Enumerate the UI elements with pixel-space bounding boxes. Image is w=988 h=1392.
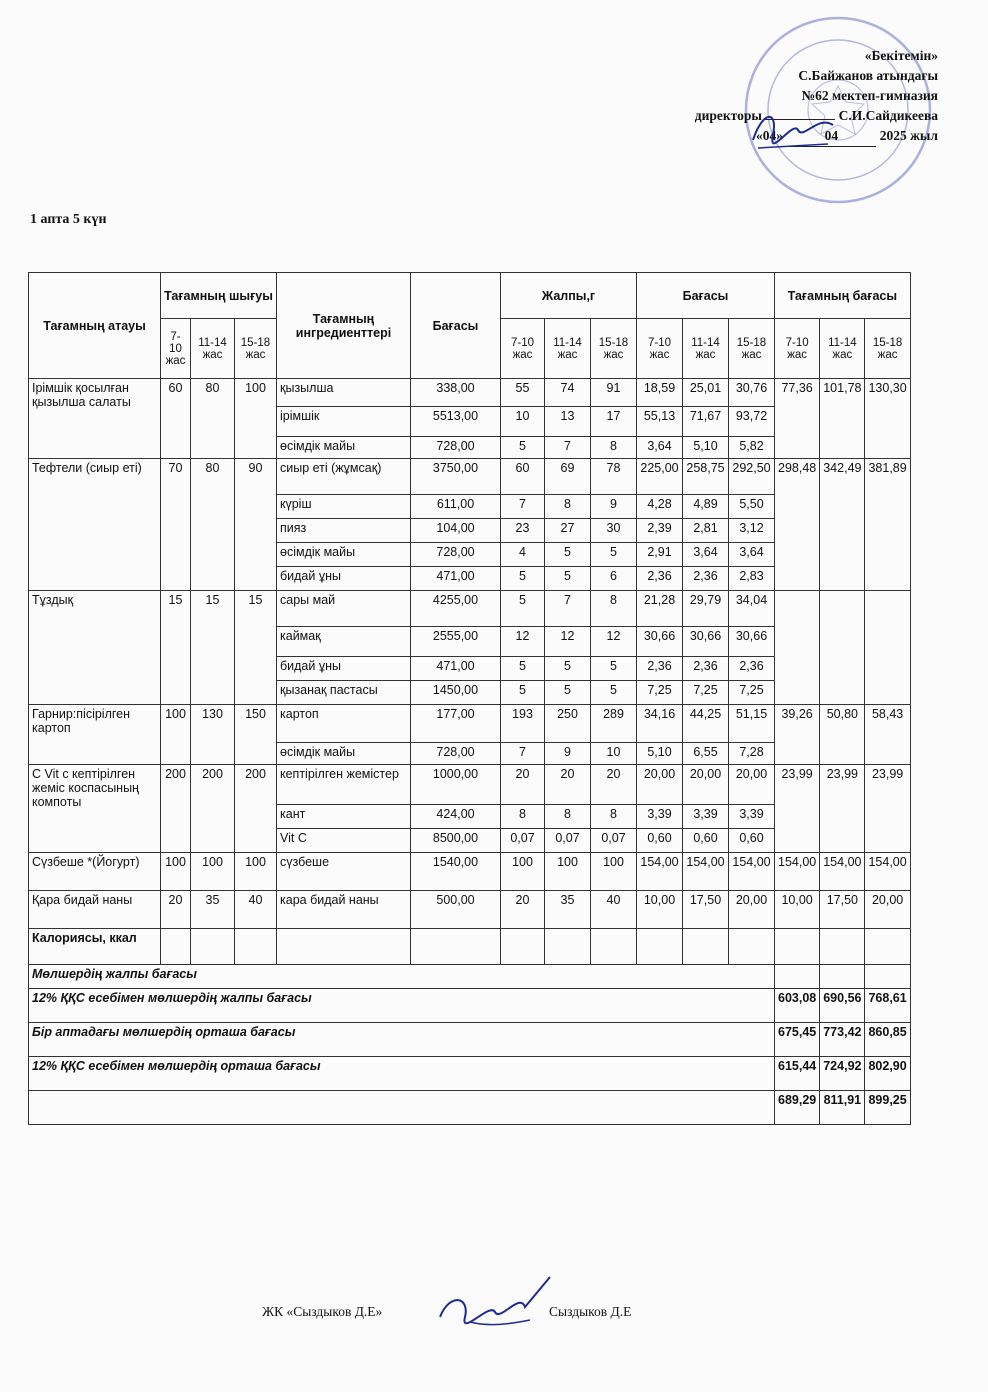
summary-value: 724,92	[820, 1057, 865, 1091]
ingredient-name: Vit C	[277, 829, 411, 853]
ingredient-cost: 71,67	[683, 407, 729, 437]
ingredient-cost: 5,10	[683, 437, 729, 459]
table-row	[29, 705, 911, 743]
ingredient-price: 338,00	[411, 379, 501, 407]
approval-month: 04	[786, 126, 876, 147]
ingredient-cost: 20,00	[729, 765, 775, 805]
dish-price: 154,00	[865, 853, 910, 891]
header-age3: 15-18 жас	[729, 319, 775, 379]
ingredient-name: каймақ	[277, 627, 411, 657]
ingredient-cost: 34,16	[637, 705, 683, 743]
header-age1: 7-10 жас	[637, 319, 683, 379]
summary-label: 12% ҚҚС есебімен мөлшердің орташа бағасы	[29, 1057, 775, 1091]
empty-cell	[683, 929, 729, 965]
header-age1: 7-10 жас	[775, 319, 820, 379]
dish-price: 17,50	[820, 891, 865, 929]
ingredient-name: өсімдік майы	[277, 743, 411, 765]
ingredient-cost: 5,82	[729, 437, 775, 459]
ingredient-name: ірімшік	[277, 407, 411, 437]
empty-cell	[277, 929, 411, 965]
ingredient-grams: 5	[501, 591, 545, 627]
ingredient-grams: 10	[501, 407, 545, 437]
dish-output: 200	[161, 765, 191, 853]
header-age2: 11-14 жас	[683, 319, 729, 379]
ingredient-grams: 8	[545, 805, 591, 829]
ingredient-cost: 3,64	[637, 437, 683, 459]
table-row	[29, 765, 911, 805]
summary-value: 615,44	[775, 1057, 820, 1091]
dish-price: 10,00	[775, 891, 820, 929]
ingredient-grams: 74	[545, 379, 591, 407]
summary-value	[820, 965, 865, 989]
header-age2: 11-14 жас	[191, 319, 235, 379]
ingredient-grams: 60	[501, 459, 545, 495]
ingredient-grams: 100	[545, 853, 591, 891]
ingredient-cost: 4,89	[683, 495, 729, 519]
ingredient-price: 104,00	[411, 519, 501, 543]
empty-cell	[191, 929, 235, 965]
approval-day: «04»	[755, 128, 783, 143]
ingredient-cost: 3,64	[729, 543, 775, 567]
ingredient-cost: 51,15	[729, 705, 775, 743]
table-row	[29, 459, 911, 495]
ingredient-grams: 20	[501, 765, 545, 805]
ingredient-cost: 225,00	[637, 459, 683, 495]
empty-cell	[545, 929, 591, 965]
ingredient-grams: 23	[501, 519, 545, 543]
ingredient-price: 2555,00	[411, 627, 501, 657]
dish-output: 15	[235, 591, 277, 705]
summary-row	[29, 1057, 911, 1091]
summary-row	[29, 965, 911, 989]
header-dish-price: Тағамның бағасы	[775, 273, 911, 319]
ingredient-cost: 55,13	[637, 407, 683, 437]
summary-label	[29, 1091, 775, 1125]
ingredient-grams: 9	[591, 495, 637, 519]
ingredient-price: 1540,00	[411, 853, 501, 891]
ingredient-grams: 8	[591, 805, 637, 829]
ingredient-cost: 0,60	[729, 829, 775, 853]
ingredient-name: өсімдік майы	[277, 543, 411, 567]
dish-output: 150	[235, 705, 277, 765]
dish-price: 342,49	[820, 459, 865, 591]
dish-price	[775, 591, 820, 705]
ingredient-price: 1000,00	[411, 765, 501, 805]
ingredient-name: бидай ұны	[277, 657, 411, 681]
ingredient-cost: 5,10	[637, 743, 683, 765]
ingredient-cost: 10,00	[637, 891, 683, 929]
dish-output: 40	[235, 891, 277, 929]
ingredient-grams: 10	[591, 743, 637, 765]
ingredient-cost: 4,28	[637, 495, 683, 519]
ingredient-grams: 7	[501, 743, 545, 765]
summary-row	[29, 1023, 911, 1057]
dish-output: 80	[191, 379, 235, 459]
summary-value: 773,42	[820, 1023, 865, 1057]
ingredient-price: 471,00	[411, 657, 501, 681]
ingredient-grams: 289	[591, 705, 637, 743]
footer-entrepreneur: ЖК «Сыздыков Д.Е»	[262, 1304, 383, 1319]
ingredient-cost: 2,39	[637, 519, 683, 543]
header-age3: 15-18 жас	[591, 319, 637, 379]
dish-price: 381,89	[865, 459, 910, 591]
ingredient-price: 1450,00	[411, 681, 501, 705]
ingredient-price: 728,00	[411, 437, 501, 459]
dish-price: 23,99	[820, 765, 865, 853]
dish-output: 15	[161, 591, 191, 705]
calories-row	[29, 929, 911, 965]
ingredient-grams: 9	[545, 743, 591, 765]
summary-value: 768,61	[865, 989, 910, 1023]
ingredient-cost: 29,79	[683, 591, 729, 627]
empty-cell	[729, 929, 775, 965]
empty-cell	[637, 929, 683, 965]
summary-value	[865, 965, 910, 989]
ingredient-cost: 2,81	[683, 519, 729, 543]
ingredient-cost: 0,60	[637, 829, 683, 853]
header-price: Бағасы	[411, 273, 501, 379]
dish-price: 130,30	[865, 379, 910, 459]
ingredient-grams: 5	[501, 681, 545, 705]
empty-cell	[820, 929, 865, 965]
ingredient-cost: 2,36	[683, 567, 729, 591]
dish-name: Ірімшік қосылған қызылша салаты	[29, 379, 161, 459]
ingredient-cost: 30,76	[729, 379, 775, 407]
ingredient-grams: 55	[501, 379, 545, 407]
ingredient-grams: 69	[545, 459, 591, 495]
ingredient-cost: 2,36	[637, 657, 683, 681]
header-total: Жалпы,г	[501, 273, 637, 319]
summary-value: 811,91	[820, 1091, 865, 1125]
ingredient-price: 177,00	[411, 705, 501, 743]
ingredient-cost: 34,04	[729, 591, 775, 627]
ingredient-grams: 0,07	[591, 829, 637, 853]
ingredient-cost: 18,59	[637, 379, 683, 407]
dish-price: 58,43	[865, 705, 910, 765]
ingredient-grams: 20	[501, 891, 545, 929]
footer	[262, 1304, 631, 1320]
ingredient-name: картоп	[277, 705, 411, 743]
ingredient-grams: 12	[591, 627, 637, 657]
dish-name: Тефтели (сиыр еті)	[29, 459, 161, 591]
dish-output: 20	[161, 891, 191, 929]
ingredient-name: өсімдік майы	[277, 437, 411, 459]
ingredient-price: 728,00	[411, 743, 501, 765]
table-row	[29, 853, 911, 891]
summary-row	[29, 1091, 911, 1125]
ingredient-name: кептірілген жемістер	[277, 765, 411, 805]
empty-cell	[591, 929, 637, 965]
ingredient-grams: 0,07	[501, 829, 545, 853]
summary-value	[775, 965, 820, 989]
table-row	[29, 591, 911, 627]
menu-table	[28, 272, 911, 1125]
dish-output: 100	[161, 853, 191, 891]
empty-cell	[501, 929, 545, 965]
ingredient-grams: 193	[501, 705, 545, 743]
header-age3: 15-18 жас	[865, 319, 910, 379]
dish-output: 80	[191, 459, 235, 591]
ingredient-cost: 7,25	[637, 681, 683, 705]
ingredient-grams: 5	[545, 657, 591, 681]
director-signature	[748, 100, 838, 160]
ingredient-cost: 20,00	[637, 765, 683, 805]
ingredient-grams: 7	[501, 495, 545, 519]
dish-output: 130	[191, 705, 235, 765]
ingredient-name: пияз	[277, 519, 411, 543]
empty-cell	[865, 929, 910, 965]
ingredient-cost: 0,60	[683, 829, 729, 853]
approval-director: С.И.Сайдикеева	[838, 108, 938, 123]
ingredient-cost: 30,66	[729, 627, 775, 657]
summary-value: 802,90	[865, 1057, 910, 1091]
ingredient-price: 4255,00	[411, 591, 501, 627]
ingredient-grams: 8	[501, 805, 545, 829]
ingredient-grams: 0,07	[545, 829, 591, 853]
ingredient-grams: 5	[501, 437, 545, 459]
summary-value: 689,29	[775, 1091, 820, 1125]
summary-row	[29, 989, 911, 1023]
ingredient-cost: 3,39	[683, 805, 729, 829]
ingredient-name: бидай ұны	[277, 567, 411, 591]
ingredient-grams: 6	[591, 567, 637, 591]
ingredient-cost: 292,50	[729, 459, 775, 495]
ingredient-cost: 5,50	[729, 495, 775, 519]
summary-value: 860,85	[865, 1023, 910, 1057]
summary-label: Бір аптадағы мөлшердің орташа бағасы	[29, 1023, 775, 1057]
dish-output: 15	[191, 591, 235, 705]
dish-price	[865, 591, 910, 705]
header-output: Тағамның шығуы	[161, 273, 277, 319]
approval-line-2: С.Байжанов атындағы	[798, 68, 938, 83]
ingredient-price: 424,00	[411, 805, 501, 829]
ingredient-grams: 20	[591, 765, 637, 805]
ingredient-price: 5513,00	[411, 407, 501, 437]
ingredient-name: қызанақ пастасы	[277, 681, 411, 705]
ingredient-grams: 27	[545, 519, 591, 543]
ingredient-cost: 3,39	[729, 805, 775, 829]
summary-label: 12% ҚҚС есебімен мөлшердің жалпы бағасы	[29, 989, 775, 1023]
approval-line-1: «Бекітемін»	[864, 48, 938, 63]
ingredient-grams: 12	[545, 627, 591, 657]
dish-price	[820, 591, 865, 705]
ingredient-grams: 8	[545, 495, 591, 519]
ingredient-cost: 6,55	[683, 743, 729, 765]
ingredient-cost: 2,36	[637, 567, 683, 591]
footer-name: Сыздыков Д.Е	[549, 1304, 632, 1319]
ingredient-cost: 25,01	[683, 379, 729, 407]
dish-output: 35	[191, 891, 235, 929]
empty-cell	[161, 929, 191, 965]
ingredient-cost: 17,50	[683, 891, 729, 929]
header-ingredients: Тағамның ингредиенттері	[277, 273, 411, 379]
ingredient-cost: 93,72	[729, 407, 775, 437]
summary-label: Мөлшердің жалпы бағасы	[29, 965, 775, 989]
table-row	[29, 379, 911, 407]
ingredient-cost: 30,66	[683, 627, 729, 657]
dish-output: 100	[235, 379, 277, 459]
ingredient-grams: 7	[545, 591, 591, 627]
dish-price: 20,00	[865, 891, 910, 929]
ingredient-cost: 7,25	[729, 681, 775, 705]
ingredient-cost: 44,25	[683, 705, 729, 743]
ingredient-grams: 35	[545, 891, 591, 929]
dish-name: Қара бидай наны	[29, 891, 161, 929]
ingredient-grams: 91	[591, 379, 637, 407]
dish-name: Тұздық	[29, 591, 161, 705]
empty-cell	[411, 929, 501, 965]
ingredient-grams: 40	[591, 891, 637, 929]
dish-output: 70	[161, 459, 191, 591]
dish-name: Сүзбеше *(Йогурт)	[29, 853, 161, 891]
ingredient-grams: 5	[545, 567, 591, 591]
ingredient-price: 500,00	[411, 891, 501, 929]
dish-price: 39,26	[775, 705, 820, 765]
ingredient-price: 471,00	[411, 567, 501, 591]
ingredient-cost: 3,64	[683, 543, 729, 567]
dish-price: 298,48	[775, 459, 820, 591]
ingredient-price: 611,00	[411, 495, 501, 519]
ingredient-cost: 2,36	[729, 657, 775, 681]
ingredient-name: күріш	[277, 495, 411, 519]
ingredient-cost: 21,28	[637, 591, 683, 627]
empty-cell	[775, 929, 820, 965]
ingredient-cost: 3,12	[729, 519, 775, 543]
week-label: 1 апта 5 күн	[30, 212, 107, 227]
dish-price: 23,99	[865, 765, 910, 853]
ingredient-grams: 250	[545, 705, 591, 743]
ingredient-name: сүзбеше	[277, 853, 411, 891]
ingredient-grams: 5	[501, 657, 545, 681]
header-age1: 7-10 жас	[501, 319, 545, 379]
ingredient-cost: 154,00	[729, 853, 775, 891]
header-cost: Бағасы	[637, 273, 775, 319]
dish-output: 100	[161, 705, 191, 765]
ingredient-grams: 5	[545, 543, 591, 567]
dish-name: С Vit с кептірілген жеміс коспасының компоты	[29, 765, 161, 853]
dish-price: 23,99	[775, 765, 820, 853]
ingredient-price: 3750,00	[411, 459, 501, 495]
header-age1: 7-10 жас	[161, 319, 191, 379]
table-row	[29, 891, 911, 929]
header-age3: 15-18 жас	[235, 319, 277, 379]
dish-price: 154,00	[820, 853, 865, 891]
ingredient-grams: 5	[591, 681, 637, 705]
dish-price: 154,00	[775, 853, 820, 891]
ingredient-price: 728,00	[411, 543, 501, 567]
ingredient-cost: 2,83	[729, 567, 775, 591]
header-age2: 11-14 жас	[545, 319, 591, 379]
dish-price: 77,36	[775, 379, 820, 459]
ingredient-grams: 17	[591, 407, 637, 437]
ingredient-grams: 5	[545, 681, 591, 705]
dish-price: 50,80	[820, 705, 865, 765]
ingredient-grams: 20	[545, 765, 591, 805]
approval-line-3: №62 мектеп-гимназия	[801, 88, 938, 103]
ingredient-cost: 258,75	[683, 459, 729, 495]
ingredient-grams: 78	[591, 459, 637, 495]
dish-output: 60	[161, 379, 191, 459]
header-age2: 11-14 жас	[820, 319, 865, 379]
ingredient-cost: 3,39	[637, 805, 683, 829]
ingredient-grams: 5	[591, 657, 637, 681]
ingredient-price: 8500,00	[411, 829, 501, 853]
ingredient-cost: 2,91	[637, 543, 683, 567]
ingredient-grams: 12	[501, 627, 545, 657]
dish-name: Гарнир:пісірілген картоп	[29, 705, 161, 765]
ingredient-cost: 154,00	[637, 853, 683, 891]
approval-position: директоры	[694, 108, 762, 123]
header-dish: Тағамның атауы	[29, 273, 161, 379]
summary-value: 603,08	[775, 989, 820, 1023]
ingredient-name: сары май	[277, 591, 411, 627]
ingredient-grams: 5	[501, 567, 545, 591]
dish-output: 200	[235, 765, 277, 853]
empty-cell	[235, 929, 277, 965]
dish-output: 100	[235, 853, 277, 891]
ingredient-cost: 20,00	[683, 765, 729, 805]
ingredient-cost: 7,28	[729, 743, 775, 765]
ingredient-cost: 154,00	[683, 853, 729, 891]
ingredient-grams: 100	[591, 853, 637, 891]
dish-output: 90	[235, 459, 277, 591]
ingredient-grams: 4	[501, 543, 545, 567]
ingredient-name: қызылша	[277, 379, 411, 407]
summary-value: 675,45	[775, 1023, 820, 1057]
summary-value: 899,25	[865, 1091, 910, 1125]
ingredient-grams: 100	[501, 853, 545, 891]
summary-value: 690,56	[820, 989, 865, 1023]
calories-label: Калориясы, ккал	[29, 929, 161, 965]
ingredient-cost: 7,25	[683, 681, 729, 705]
ingredient-name: кант	[277, 805, 411, 829]
ingredient-name: кара бидай наны	[277, 891, 411, 929]
approval-year: 2025 жыл	[879, 128, 938, 143]
ingredient-cost: 2,36	[683, 657, 729, 681]
ingredient-grams: 5	[591, 543, 637, 567]
dish-output: 200	[191, 765, 235, 853]
ingredient-grams: 8	[591, 437, 637, 459]
ingredient-grams: 30	[591, 519, 637, 543]
dish-price: 101,78	[820, 379, 865, 459]
dish-output: 100	[191, 853, 235, 891]
ingredient-cost: 30,66	[637, 627, 683, 657]
ingredient-grams: 13	[545, 407, 591, 437]
ingredient-grams: 7	[545, 437, 591, 459]
ingredient-cost: 20,00	[729, 891, 775, 929]
ingredient-name: сиыр еті (жұмсақ)	[277, 459, 411, 495]
ingredient-grams: 8	[591, 591, 637, 627]
